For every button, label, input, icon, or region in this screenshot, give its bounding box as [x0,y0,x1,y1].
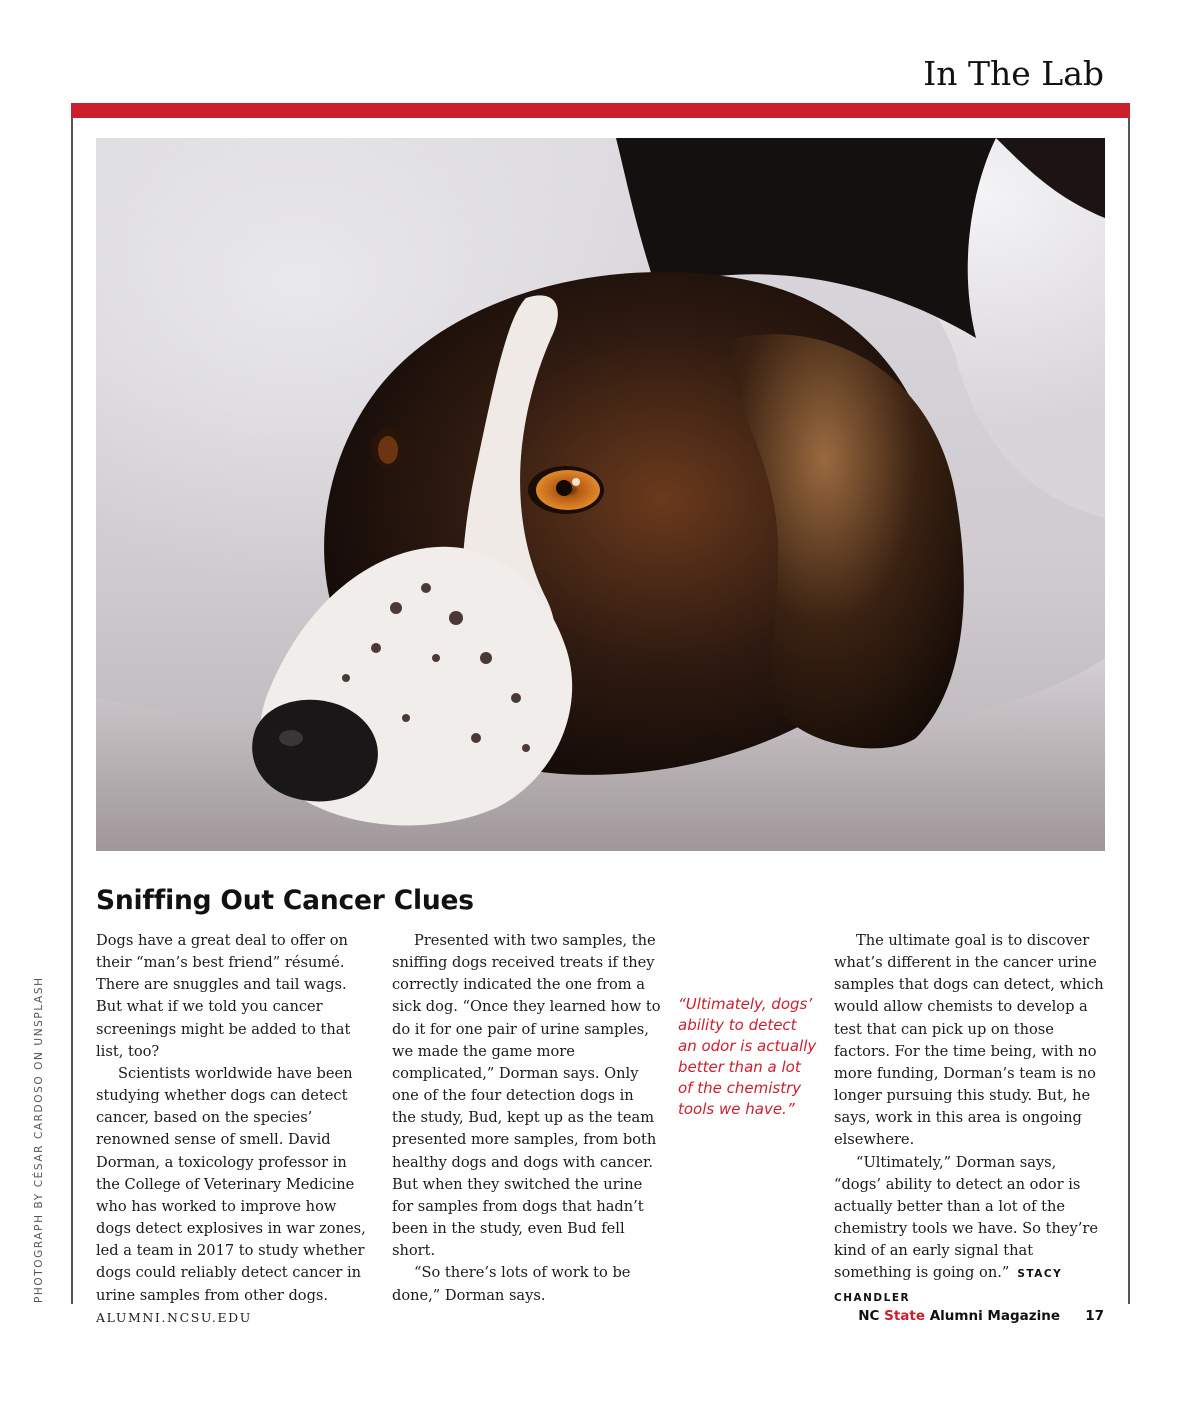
byline: STACY CHANDLER [834,1268,1063,1304]
paragraph: Dogs have a great deal to offer on their “man’s best friend” résumé. There are snuggles and tail wags. But what if we told you cancer screenings might be added to that list, too? [96,932,351,1060]
footer-url: ALUMNI.NCSU.EDU [96,1310,252,1325]
article-column-3 [834,930,1104,1309]
red-accent-bar [71,103,1130,118]
paragraph-with-byline [834,1152,1104,1309]
frame-left-rule [71,118,73,1304]
dog-illustration [96,138,1105,851]
article-column-2 [392,930,662,1307]
magazine-name [858,1308,1060,1324]
paragraph: Scientists worldwide have been studying whether dogs can detect cancer, based on the species’ renowned sense of smell. David Dorman, a toxicology professor in the College of Veterinary Medicine who has worked to improve how dogs detect explosives in war zones, led a team in 2017 to study whether dogs could reliably detect cancer in urine samples from other dogs. [96,1064,366,1304]
page-number: 17 [1085,1308,1104,1324]
article-headline: Sniffing Out Cancer Clues [96,885,474,916]
magazine-state: State [884,1308,926,1324]
dog-photo [96,138,1105,851]
photo-credit: PHOTOGRAPH BY CÉSAR CARDOSO ON UNSPLASH [33,976,45,1303]
paragraph: The ultimate goal is to discover what’s different in the cancer urine samples that dogs can detect, which would allow chemists to develop a test that can pick up on those factors. For the time being, with no more funding, Dorman’s team is no longer pursuing this study. But, he says, work in this area is ongoing elsewhere. [834,932,1104,1149]
paragraph-text: “Ultimately,” Dorman says, “dogs’ ability to detect an odor is actually better than a lot of the chemistry tools we have. So they’re kind of an early signal that something is going on.” [834,1153,1099,1282]
paragraph: “So there’s lots of work to be done,” Dorman says. [392,1264,631,1304]
article-column-1 [96,930,374,1307]
frame-right-rule [1128,118,1130,1304]
magazine-rest: Alumni Magazine [925,1308,1060,1324]
magazine-nc: NC [858,1308,885,1324]
paragraph: Presented with two samples, the sniffing dogs received treats if they correctly indicated the one from a sick dog. “Once they learned how to do it for one pair of urine samples, we made the game more complicated,” Dorman says. Only one of the four detection dogs in the study, Bud, kept up as the team presented more samples, from both healthy dogs and dogs with cancer. But when they switched the urine for samples from dogs that hadn’t been in the study, even Bud fell short. [392,932,661,1260]
section-title: In The Lab [923,54,1104,93]
pull-quote: “Ultimately, dogs’ ability to detect an odor is actually better than a lot of the chemistry tools we have.” [678,995,817,1118]
